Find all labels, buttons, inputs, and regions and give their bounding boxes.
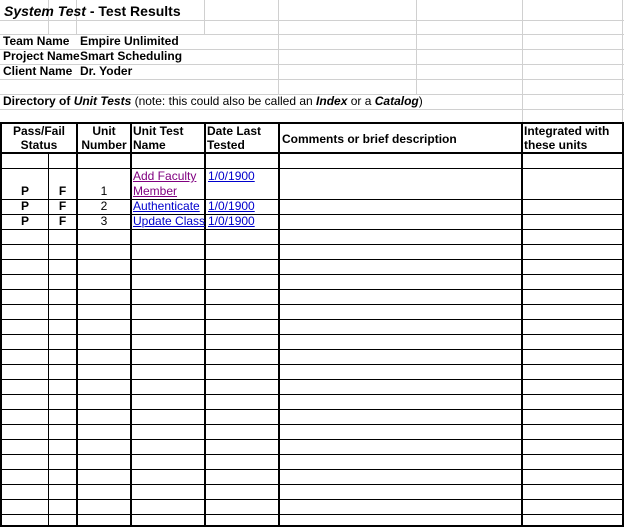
table-row-border xyxy=(0,514,624,515)
table-row-border xyxy=(0,349,624,350)
table-row-border xyxy=(0,424,624,425)
pass-status-1: P xyxy=(20,184,29,198)
gridline xyxy=(0,20,624,21)
header-pass-fail: Pass/Fail Status xyxy=(12,124,66,152)
gridline xyxy=(622,0,623,122)
table-border xyxy=(204,122,206,527)
unit-test-link-1-line2[interactable]: Member xyxy=(133,184,178,198)
fail-status-3: F xyxy=(58,214,67,228)
date-link-1[interactable]: 1/0/1900 xyxy=(208,169,255,183)
table-border xyxy=(0,152,624,154)
header-integrated: Integrated with these units xyxy=(524,124,610,152)
header-date-last-tested: Date Last Tested xyxy=(207,124,262,152)
table-border xyxy=(0,122,2,527)
table-row-border xyxy=(0,259,624,260)
project-name-value: Smart Scheduling xyxy=(80,49,183,63)
unit-test-link-2[interactable]: Authenticate xyxy=(133,199,200,213)
table-row-border xyxy=(0,334,624,335)
page-title: System Test - Test Results xyxy=(4,3,181,19)
unit-test-link-1[interactable]: Add Faculty xyxy=(133,169,197,183)
client-name-value: Dr. Yoder xyxy=(80,64,133,78)
project-name-label: Project Name xyxy=(3,49,80,63)
gridline xyxy=(522,0,523,122)
table-row-border xyxy=(0,274,624,275)
gridline xyxy=(0,79,624,80)
gridline xyxy=(204,0,205,34)
table-row-border xyxy=(0,439,624,440)
table-row-border xyxy=(0,244,624,245)
date-link-3[interactable]: 1/0/1900 xyxy=(208,214,255,228)
unit-number-3: 3 xyxy=(100,214,108,228)
header-unit-number: Unit Number xyxy=(81,124,127,152)
table-row-border xyxy=(0,499,624,500)
table-row-border xyxy=(0,304,624,305)
fail-status-2: F xyxy=(58,199,67,213)
unit-number-1: 1 xyxy=(100,184,108,198)
table-row-border xyxy=(0,484,624,485)
fail-status-1: F xyxy=(58,184,67,198)
unit-test-link-3[interactable]: Update Class xyxy=(133,214,206,228)
client-name-label: Client Name xyxy=(3,64,73,78)
pass-status-2: P xyxy=(20,199,29,213)
unit-number-2: 2 xyxy=(100,199,108,213)
table-row-border xyxy=(0,289,624,290)
table-row-border xyxy=(0,454,624,455)
gridline xyxy=(0,109,624,110)
table-border xyxy=(0,168,624,169)
table-border xyxy=(76,122,78,527)
table-row-border xyxy=(0,379,624,380)
team-name-label: Team Name xyxy=(3,34,70,48)
table-row-border xyxy=(0,364,624,365)
table-border xyxy=(130,122,132,527)
header-comments: Comments or brief description xyxy=(282,132,457,146)
table-row-border xyxy=(0,319,624,320)
table-row-border xyxy=(0,394,624,395)
unit-tests-table xyxy=(0,122,624,527)
gridline xyxy=(278,0,279,94)
table-row-border xyxy=(0,469,624,470)
team-name-value: Empire Unlimited xyxy=(80,34,179,48)
table-border xyxy=(278,122,280,527)
table-row-border xyxy=(0,229,624,230)
table-border xyxy=(521,122,523,527)
header-unit-test-name: Unit Test Name xyxy=(133,124,184,152)
directory-note: Directory of Unit Tests (note: this could also be called an Index or a Catalog) xyxy=(3,94,423,108)
table-row-border xyxy=(0,409,624,410)
pass-status-3: P xyxy=(20,214,29,228)
gridline xyxy=(416,0,417,94)
date-link-2[interactable]: 1/0/1900 xyxy=(208,199,255,213)
